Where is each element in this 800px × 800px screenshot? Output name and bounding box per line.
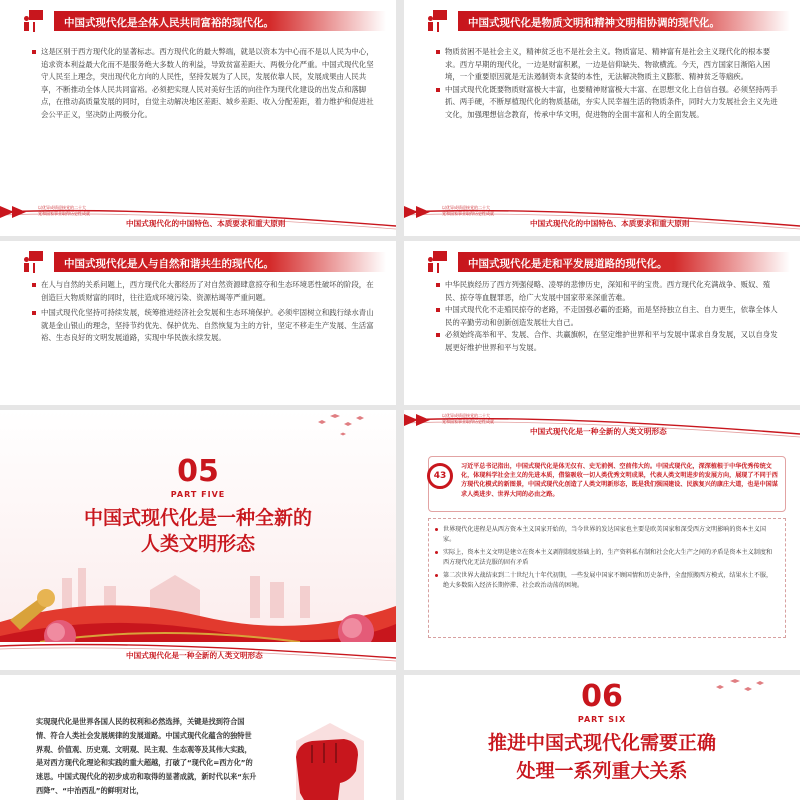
section-title-line2: 处理一系列重大关系 [516,760,688,782]
list-item: 实际上，资本主义文明是建立在资本主义剥削制度基础上的，生产资料私有制和社会化大生产之间的矛盾是资本主义制度和西方现代化无法克服的固有矛盾 [443,548,777,567]
slide-footer [0,200,396,236]
teacher-podium-icon [428,10,450,32]
section-title-line1: 中国式现代化是一种全新的 [83,507,312,529]
slide-common-prosperity [0,0,396,236]
footer-title: 中国式现代化的中国特色、本质要求和重大原则 [126,219,286,228]
slide-header [10,8,386,34]
slide-title: 中国式现代化是走和平发展道路的现代化。 [468,258,668,270]
bullet-item: 物质贫困不是社会主义，精神贫乏也不是社会主义。物质富足、精神富有是社会主义现代化的根本要求。西方早期的现代化，一边是财富积累，一边是信仰缺失、物欲横流。今天，西方国家日渐陷入困境，一个重要原因就是无法遏制资本贪婪的本性，无法解决物质主义膨胀、精神贫乏等痼疾。 [436,46,778,84]
slide-footer [404,200,800,236]
part-label: PART SIX [577,715,627,724]
teacher-podium-icon [428,251,450,273]
title-bar [54,252,386,272]
slide-title: 中国式现代化是人与自然和谐共生的现代化。 [64,258,274,270]
footer-title: 中国式现代化是一种全新的人类文明形态 [126,651,263,660]
teacher-podium-icon [24,10,46,32]
section-number: 05 [177,454,219,489]
bullet-item: 这是区别于西方现代化的显著标志。西方现代化的最大弊端，就是以资本为中心而不是以人民为中心，追求资本利益最大化而不是服务绝大多数人的利益，导致贫富差距大、两极分化严重。中国式现代化坚守人民至上理念，突出现代化方向的人民性，坚持发展为了人民，发展依靠人民，发展成果由人民共享，不断推动全体人民共同富裕。必须把实现人民对美好生活的向往作为现代化建设的出发点和落脚点，在推动高质量发展的同时，自觉主动解决地区差距、城乡差距、收入分配差距，着力维护和促进社会公平正义，坚决防止两极分化。 [32,46,374,122]
title-bar [458,11,790,31]
quote-text: 习近平总书记指出，中国式现代化是体无仅有、史无前例、空前伟大的。中国式现代化，深深植根于中华优秀传统文化，体现科学社会主义的先进本质，借鉴吸收一切人类优秀文明成果，代表人类文明进步的发展方向，展现了不同于西方现代化模式的新图景，中国式现代化创造了人类文明新形态，既是我们强国建设、民族复兴的康庄大道，也是中国谋求人类进步、世界大同的必由之路。 [461,463,778,498]
bullet-item: 中国式现代化既要物质财富极大丰富，也要精神财富极大丰富、在思想文化上自信自强。必须坚持两手抓、两手硬，不断厚植现代化的物质基础，夯实人民幸福生活的物质条件，同时大力发展社会主义先进文化，加强理想信念教育，传承中华文明，促进物的全面丰富和人的全面发展。 [436,84,778,122]
slide-harmony-nature [0,241,396,405]
slide-top-band [404,410,800,446]
quote-number-badge: 43 [427,463,453,489]
section-title-line2: 人类文明形态 [140,533,255,555]
slide-header [414,8,790,34]
title-bar [54,11,386,31]
slide-body [436,46,778,122]
section-cover-05 [0,410,396,670]
bullet-item: 必须始终高举和平、发展、合作、共赢旗帜，在坚定维护世界和平与发展中谋求自身发展，又以自身发展更好维护世界和平与发展。 [436,329,778,354]
slide-peaceful-development [404,241,800,405]
bullet-item: 中国式现代化不走殖民掠夺的老路，不走国强必霸的歪路，而是坚持独立自主、自力更生，依靠全体人民的辛勤劳动和创新创造发展壮大自己。 [436,304,778,329]
slide-title: 中国式现代化是物质文明和精神文明相协调的现代化。 [468,17,720,29]
section-cover-06 [404,675,800,800]
footer-title: 中国式现代化的中国特色、本质要求和重大原则 [530,219,690,228]
body-paragraph: 实现现代化是世界各国人民的权利和必然选择，关键是找到符合国情、符合人类社会发展规律的发展道路。中国式现代化蕴含的独特世界观、价值观、历史观、文明观、民主观、生态观等及其伟大实践，是对西方现代化理论和实践的重大超越，打破了“现代化=西方化”的迷思。中国式现代化的初步成功和取得的显著成就，新时代以来“东升西降”、“中治西乱”的鲜明对比， [36,717,257,795]
slide-body [32,46,374,122]
point-list-box [428,518,786,638]
teacher-podium-icon [24,251,46,273]
title-bar [458,252,790,272]
band-title: 中国式现代化是一种全新的人类文明形态 [530,427,667,436]
slide-header [414,249,790,275]
list-item: 世界现代化进程是从西方资本主义国家开始的，当今世界的发达国家也主要是欧美国家和深受西方文明影响的资本主义国家。 [443,525,777,544]
slide-beyond-western [0,675,396,800]
slide-material-spiritual [404,0,800,236]
bullet-item: 中华民族经历了西方列强侵略、凌辱的悲惨历史，深知和平的宝贵。西方现代化充满战争、贩奴、殖民、掠夺等血腥罪恶，给广大发展中国家带来深重苦难。 [436,279,778,304]
bullet-item: 在人与自然的关系问题上，西方现代化大都经历了对自然资源肆意掠夺和生态环境恶性破坏的阶段，在创造巨大物质财富的同时，往往造成环境污染、资源枯竭等严重问题。 [32,279,374,304]
slide-new-civilization [404,410,800,670]
footer-tiny-text: 以优异成绩迎接党的二十大 党和国家事业取得历史性成就 [38,205,90,216]
slide-body [436,279,778,355]
quote-box [428,456,786,512]
section-title-line1: 推进中国式现代化需要正确 [487,732,716,754]
footer-tiny-text: 以优异成绩迎接党的二十大 党和国家事业取得历史性成就 [442,205,494,216]
section-number: 06 [581,679,623,714]
header-tiny-text: 以优异成绩迎接党的二十大 党和国家事业取得历史性成就 [442,413,494,424]
part-label: PART FIVE [170,490,226,499]
slide-title: 中国式现代化是全体人民共同富裕的现代化。 [64,17,274,29]
slide-body [32,279,374,345]
slide-header [10,249,386,275]
bullet-item: 中国式现代化坚持可持续发展，统筹推进经济社会发展和生态环境保护。必须牢固树立和践行绿水青山就是金山银山的理念，坚持节约优先、保护优先、自然恢复为主的方针，坚定不移走生产发展、生活富裕、生态良好的文明发展道路，实现中华民族永续发展。 [32,307,374,345]
list-item: 第二次世界大战结束到二十世纪九十年代初期，一些发展中国家不顾国情和历史条件，全盘照搬西方模式，结果水土不服，绝大多数陷入经济长期停滞、社会政治动荡的困境。 [443,571,777,590]
raised-fist-icon [290,723,370,800]
